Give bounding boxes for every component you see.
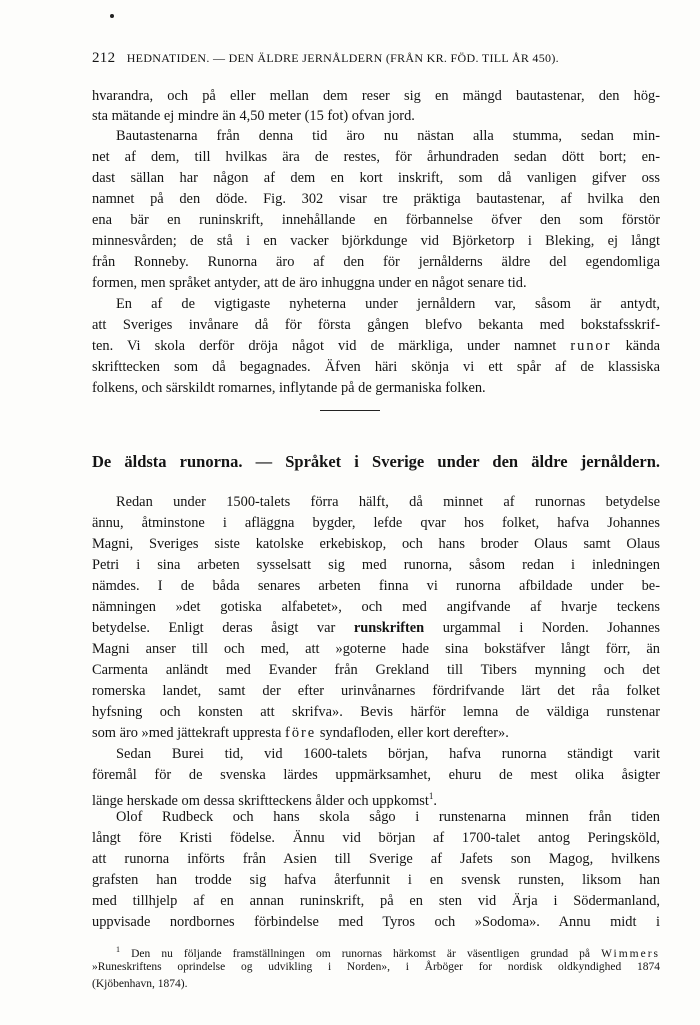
text-line: från Ronneby. Runorna äro af den för jernålderns äldre del egendomliga — [92, 254, 660, 270]
text-span: länge herskade om dessa skriftteckens ålder och uppkomst — [92, 792, 429, 809]
text-line: Petri i sina arbeten sysselsatt sig med runorna, såsom redan i inledningen — [92, 557, 660, 573]
text-line: grafsten han trodde sig hafva återfunnit i en svensk runsten, liksom han — [92, 872, 660, 888]
text-line: föremål för de svenska lärdes uppmärksamhet, ehuru de mest olika åsigter — [92, 767, 660, 783]
section-heading: De äldsta runorna. — Språket i Sverige under den äldre jernåldern. — [92, 452, 660, 471]
text-line: Magni anser till och med, att »goterne hade sina bokstäfver långt förr, än — [92, 641, 660, 657]
text-span: syndafloden, eller kort derefter». — [319, 725, 509, 741]
text-line: sta mätande ej mindre än 4,50 meter (15 fot) ofvan jord. — [92, 108, 415, 124]
text-line: romerska landet, samt der efter urinvånarnes fördrifvande lärt det råa folket — [92, 683, 660, 699]
text-line: minnesvården; de stå i en vacker björkdunge vid Björketorp i Bleking, ej långt — [92, 233, 660, 249]
text-line: nämdes. I de båda senares arbeten finna vi runorna afbildade under be- — [92, 578, 660, 594]
text-line: formen, men språket antyder, att de äro inhuggna under en något senare tid. — [92, 275, 527, 291]
text-line: Sedan Burei tid, vid 1600-talets början, hafva runorna ständigt varit — [116, 746, 660, 762]
text-line: Magni, Sveriges siste katolske erkebiskop, och hans broder Olaus samt Olaus — [92, 536, 660, 552]
text-span: . — [433, 792, 437, 809]
text-line: hyfsning och konsten att skrifva». Bevis härför lemna de väldiga runstenar — [92, 704, 660, 720]
text-line — [92, 336, 660, 356]
text-line: uppvisade nordbornes förbindelse med Tyros och »Sodoma». Annu midt i — [92, 914, 660, 930]
text-line: ena bär en runinskrift, innehållande en förbannelse öfver den som förstör — [92, 212, 660, 228]
spaced-term-wimmers: Wimmers — [601, 947, 661, 960]
text-line: folkens, och särskildt romarnes, inflytande på de germaniska folken. — [92, 380, 486, 396]
text-line: Redan under 1500-talets förra hälft, då minnet af runornas betydelse — [116, 494, 660, 510]
text-span: som äro »med jättekraft uppresta — [92, 725, 282, 741]
text-line: nämningen »det gotiska alfabetet», och med angifvande af hvarje teckens — [92, 599, 660, 615]
text-line: Bautastenarna från denna tid äro nu nästan alla stumma, sedan min- — [116, 128, 660, 144]
section-divider — [320, 410, 380, 411]
ink-speck — [110, 14, 114, 18]
text-line: ännu, åtminstone i afläggna bygder, lefde qvar hos folket, hafva Johannes — [92, 515, 660, 531]
spaced-term-fore: före — [285, 725, 317, 741]
running-header — [92, 50, 612, 67]
spaced-term-runor: runor — [570, 338, 612, 354]
text-line — [92, 723, 660, 743]
text-line: hvarandra, och på eller mellan dem reser sig en mängd bautastenar, den hög- — [92, 88, 660, 104]
text-line: att Sveriges invånare då för första gången blefvo bekanta med bokstafsskrif- — [92, 317, 660, 333]
footnote-line: (Kjöbenhavn, 1874). — [92, 978, 188, 990]
text-line: långt före Kristi födelse. Ännu vid början af 1700-talet antog Peringsköld, — [92, 830, 660, 846]
text-line — [92, 618, 660, 638]
text-span: kända — [625, 338, 660, 354]
text-line: net af dem, till hvilkas ära de restes, för århundraden sedan dött bort; en- — [92, 149, 660, 165]
footnote-reference[interactable]: 1 — [428, 791, 434, 801]
bold-term-runskriften: runskriften — [353, 620, 425, 636]
running-title: HEDNATIDEN. — DEN ÄLDRE JERNÅLDERN (FRÅN KR. FÖD. TILL ÅR 450). — [126, 51, 559, 65]
text-span: ten. Vi skola derför dröja något vid de märkliga, under namnet — [92, 338, 557, 354]
text-line: att runorna införts från Asien till Sverige af Jafets son Magog, hvilkens — [92, 851, 660, 867]
text-line: skrifttecken som då begagnades. Äfven häri skönja vi ett spår af de klassiska — [92, 359, 660, 375]
text-line: med tillhjelp af en annan runinskrift, på en sten vid Ärja i Södermanland, — [92, 893, 660, 909]
text-line: Olof Rudbeck och hans skola sågo i runstenarna minnen från tiden — [116, 809, 660, 825]
page-number: 212 — [92, 50, 116, 66]
text-span: Den nu följande framställningen om runornas härkomst är väsentligen grundad på — [131, 947, 591, 960]
text-span: betydelse. Enligt deras åsigt var — [92, 620, 336, 636]
text-span: urgammal i Norden. Johannes — [442, 620, 660, 636]
text-line: namnet på den döde. Fig. 302 visar tre präktiga bautastenar, af hvilka den — [92, 191, 660, 207]
text-line: En af de vigtigaste nyheterna under jernåldern var, såsom är antydt, — [116, 296, 660, 312]
text-line: dast sällan har någon af dem en kort inskrift, som då vanligen gifver oss — [92, 170, 660, 186]
footnote-marker: 1 — [116, 945, 120, 954]
footnote-line: »Runeskriftens oprindelse og udvikling i Norden», i Årböger for nordisk oldkyndighed 1874 — [92, 961, 660, 973]
text-line: Carmenta anländt med Evander från Grekland till Tibers mynning och det — [92, 662, 660, 678]
